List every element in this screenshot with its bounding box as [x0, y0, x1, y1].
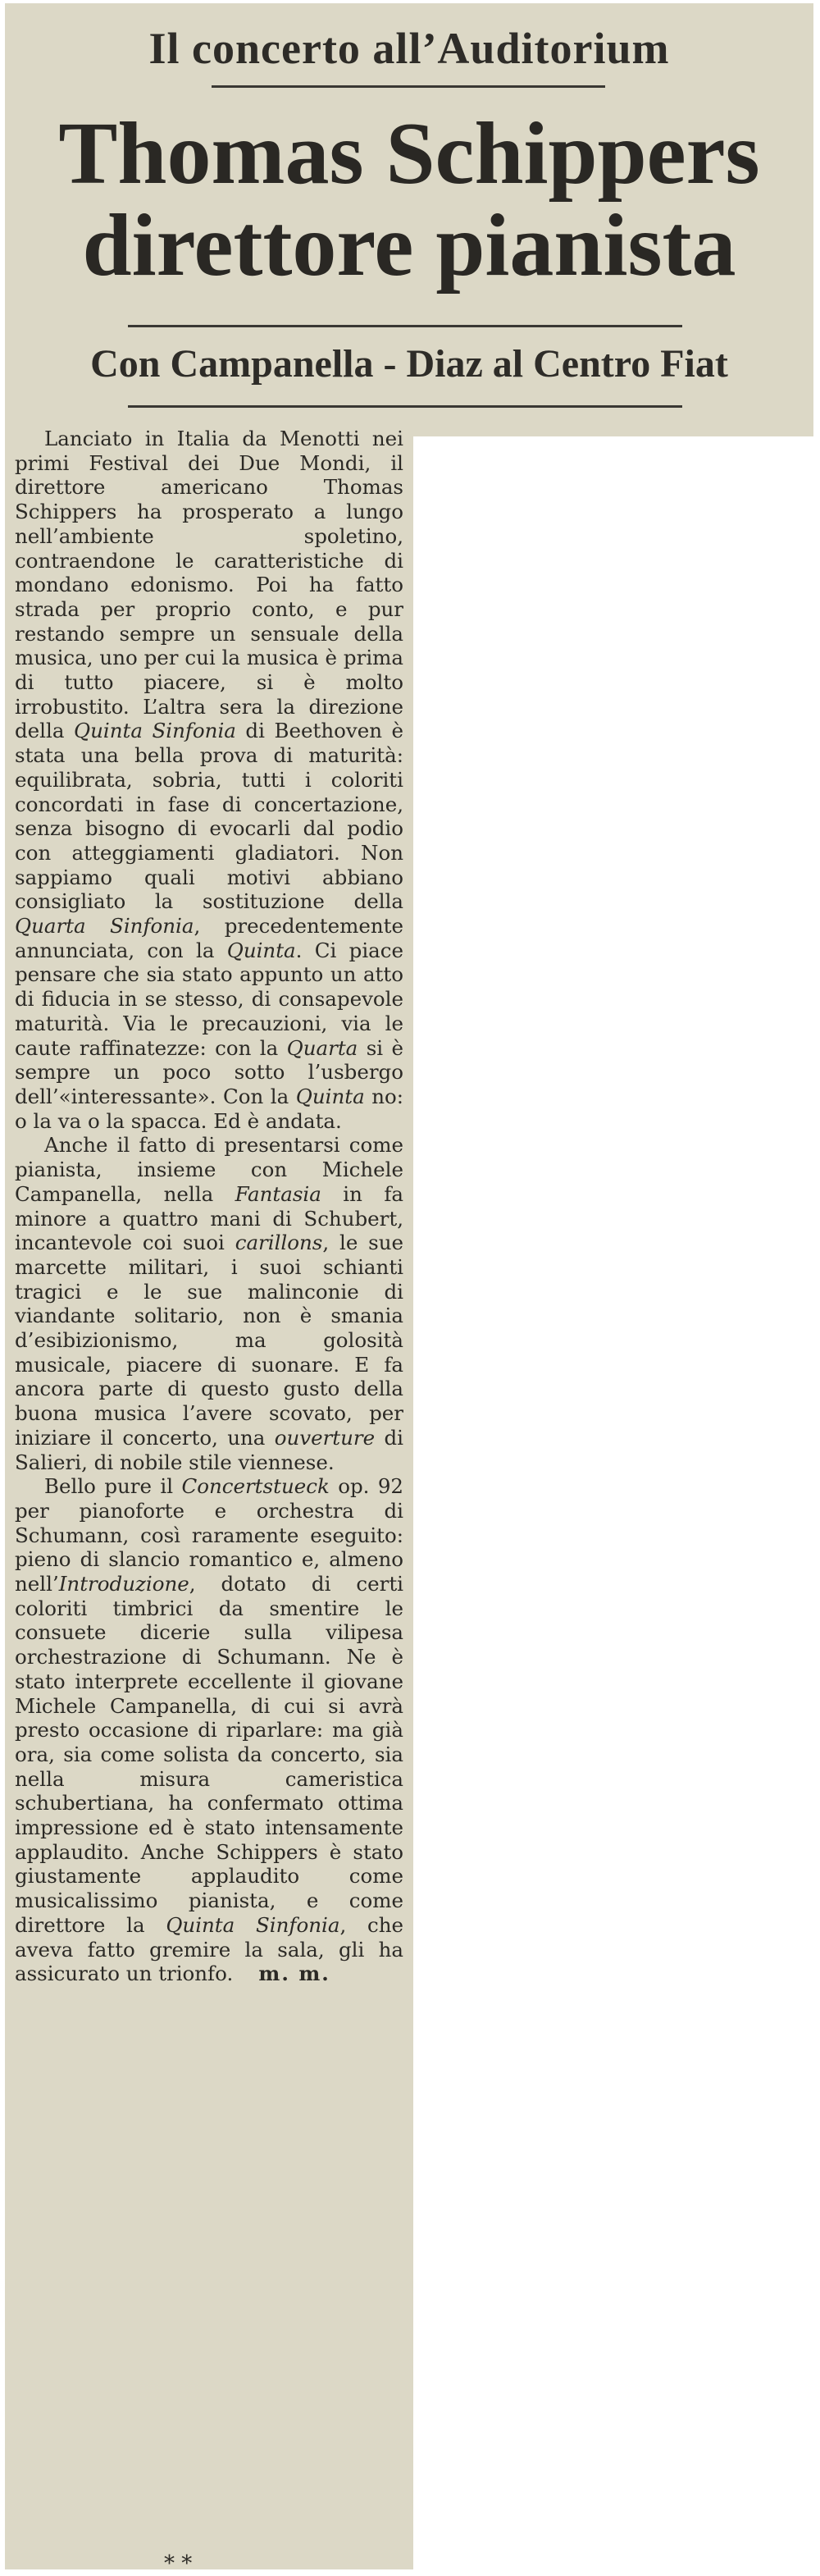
article-kicker: Il concerto all’Auditorium: [148, 24, 670, 73]
headline-rule: [128, 325, 682, 327]
italic-title: Quarta Sinfonia: [15, 914, 194, 939]
text-run: Anche il fatto di presentarsi come pianista, insieme con Michele Campanella, nella: [15, 1133, 403, 1206]
text-run: , che aveva fatto gremire la sala, gli ha assicurato un trionfo.: [15, 1912, 403, 1986]
italic-title: Quarta: [286, 1035, 358, 1060]
italic-title: ouverture: [274, 1425, 376, 1450]
italic-title: Quinta: [226, 938, 296, 962]
text-run: no: o la va o la spacca. Ed è andata.: [15, 1084, 403, 1133]
text-run: , precedentemente annunciata, con la: [15, 914, 403, 962]
paragraph-3-text: [15, 1474, 403, 1985]
italic-title: Fantasia: [235, 1181, 321, 1206]
paragraph-3: [15, 1474, 403, 1986]
text-run: in fa minore a quattro mani di Schubert, incantevole coi suoi: [15, 1181, 403, 1255]
text-run: Bello pure il: [44, 1474, 182, 1499]
article-subhead: Con Campanella - Diaz al Centro Fiat: [90, 342, 728, 386]
subhead-rule: [128, 405, 682, 408]
italic-title: Concertstueck: [181, 1474, 330, 1499]
text-run: op. 92 per pianoforte e orchestra di Schumann, così raramente eseguito: pieno di slancio romantico e, almeno nell’: [15, 1474, 403, 1596]
headline-line-2: direttore pianista: [82, 197, 736, 295]
text-run: si è sempre un poco sotto l’usbergo dell’«interessante». Con la: [15, 1035, 404, 1108]
text-run: Lanciato in Italia da Menotti nei primi Festival dei Due Mondi, il direttore americano Thomas Schippers ha prosperato a lungo nell’ambiente spoletino, contraendone le caratteristiche di mondano edonismo. Poi ha fatto strada per proprio conto, e pur restando sempre un sensuale della musica, uno per cui la musica è prima di tutto piacere, si è molto irrobustito. L’altra sera la direzione della: [15, 427, 403, 743]
paragraph-1: [15, 427, 403, 1133]
text-run: . Ci piace pensare che sia stato appunto un atto di fiducia in se stesso, di consapevole maturità. Via le precauzioni, via le caute raffinatezze: con la: [15, 938, 403, 1060]
text-run: di Beethoven è stata una bella prova di maturità: equilibrata, sobria, tutti i coloriti concordati in fase di concertazione, senza bisogno di evocarli dal podio con atteggiamenti gladiatori. Non sappiamo quali motivi abbiano consigliato la sostituzione della: [15, 719, 403, 914]
italic-title: Introduzione: [58, 1572, 189, 1596]
article-body: [15, 427, 403, 1986]
footer-mark: * *: [164, 2551, 193, 2576]
italic-title: Quinta Sinfonia: [166, 1912, 340, 1937]
headline-line-1: Thomas Schippers: [58, 105, 760, 203]
italic-title: Quinta: [295, 1084, 365, 1108]
paragraph-2: [15, 1133, 403, 1474]
kicker-rule: [212, 85, 605, 88]
text-run: , dotato di certi coloriti timbrici da smentire le consuete dicerie sulla vilipesa orchestrazione di Schumann. Ne è stato interprete eccellente il giovane Michele Campanella, di cui si avrà presto occasione di riparlare: ma già ora, sia come solista da concerto, sia nella misura cameristica schubertiana, ha confermato ottima impressione ed è stato intensamente applaudito. Anche Schippers è stato giustamente applaudito come musicalissimo pianista, e come direttore la: [15, 1572, 403, 1937]
italic-title: carillons: [235, 1231, 323, 1255]
article-headline: [5, 105, 813, 295]
italic-title: Quinta Sinfonia: [74, 719, 236, 743]
text-run: di Salieri, di nobile stile viennese.: [15, 1425, 403, 1474]
text-run: , le sue marcette militari, i suoi schianti tragici e le sue malinconie di viandante solitario, non è smania d’esibizionismo, ma golosità musicale, piacere di suonare. E fa ancora parte di questo gusto della buona musica l’avere scovato, per iniziare il concerto, una: [15, 1231, 403, 1450]
author-signature: m. m.: [258, 1962, 330, 1986]
